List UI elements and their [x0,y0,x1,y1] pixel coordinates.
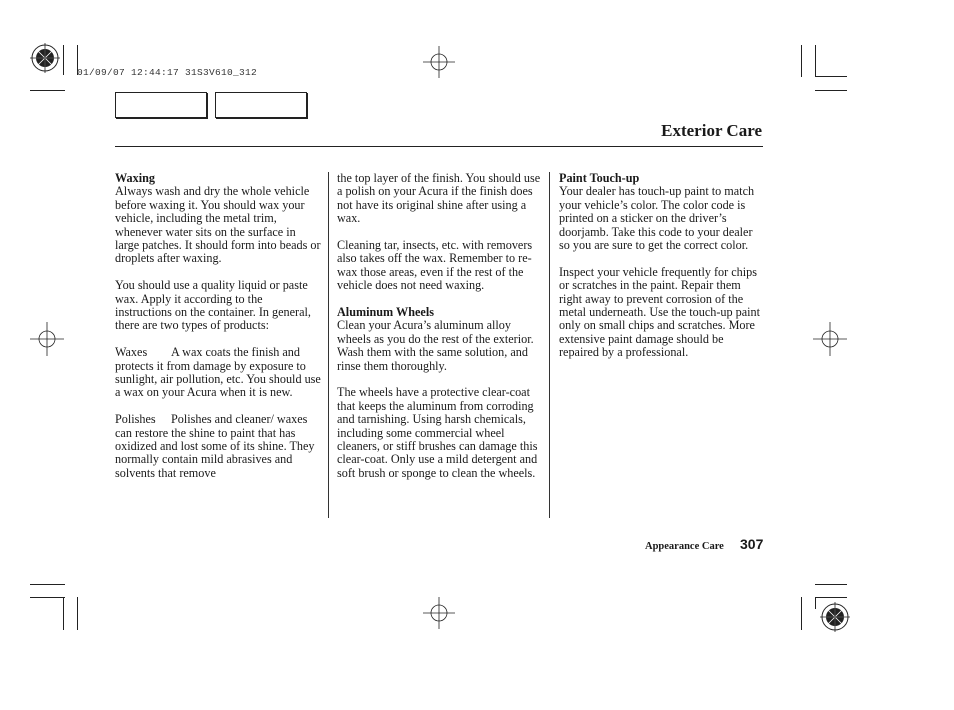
column-divider [328,172,329,518]
crop-mark [30,584,65,585]
polishes-text: Polishes and cleaner/ waxes can restore the shine to paint that has oxidized and lost some of its shine. They normally contain mild abrasives and solvents that remove [115,412,315,480]
waxes-text: A wax coats the finish and protects it from damage by exposure to sunlight, air pollution, etc. You should use a wax on your Acura when it is new. [115,345,321,400]
crop-mark [815,45,816,77]
crosshair-mark-left [30,322,64,356]
aluminum-wheels-paragraph: Clean your Acura’s aluminum alloy wheels as you do the rest of the exterior. Wash them with the same solution, and rinse them thoroughly. [337,318,534,373]
crop-mark [815,90,847,91]
column-1 [115,172,321,494]
page-number: 307 [740,536,764,552]
crosshair-mark-bottom [423,597,455,629]
print-stamp: 01/09/07 12:44:17 31S3V610_312 [77,67,258,78]
crop-mark [77,597,78,630]
touch-up-paragraph: Your dealer has touch-up paint to match your vehicle’s color. The color code is printed on a sticker on the driver’s doorjamb. Take this code to your dealer so you are sure to get the correct color. [559,184,755,253]
crosshair-mark-top [423,46,455,78]
inspect-vehicle-paragraph: Inspect your vehicle frequently for chips or scratches in the paint. Repair them right away to prevent corrosion of the metal underneath. Use the touch-up paint only on small chips and scratches. More extensive paint damage should be repaired by a professional. [559,264,761,360]
crop-mark [815,597,816,609]
crosshair-mark-right [813,322,847,356]
header-rule [115,146,763,147]
crop-mark [801,45,802,77]
polishes-paragraph [115,413,321,480]
column-2 [337,172,541,494]
quality-wax-paragraph: You should use a quality liquid or paste wax. Apply it according to the instructions on the container. In general, there are two types of products: [115,278,311,333]
header-tab-box [115,92,207,118]
footer-section-label: Appearance Care [645,541,724,552]
crop-mark [815,76,847,77]
clear-coat-paragraph: The wheels have a protective clear-coat that keeps the aluminum from corroding and tarnishing. Using harsh chemicals, including some commercial wheel cleaners, or stiff brushes can damage this clear-coat. Only use a mild detergent and soft brush or sponge to clean the wheels. [337,385,538,480]
registration-mark-top-left [30,43,60,73]
header-tab-box [215,92,307,118]
paint-touch-up-heading: Paint Touch-up [559,171,640,185]
crop-mark [63,45,64,75]
column-divider [549,172,550,518]
crop-mark [30,90,65,91]
waxing-intro-paragraph: Always wash and dry the whole vehicle before waxing it. You should wax your vehicle, including the metal trim, whenever water sits on the surface in large patches. It should form into beads or droplets after waxing. [115,184,321,266]
polishes-term: Polishes [115,412,156,427]
crop-mark [815,597,847,598]
aluminum-wheels-heading: Aluminum Wheels [337,305,434,320]
tar-removal-paragraph: Cleaning tar, insects, etc. with removers also takes off the wax. Remember to re-wax those areas, even if the rest of the vehicle does not need waxing. [337,238,533,293]
waxes-paragraph [115,346,321,400]
crop-mark [63,597,64,630]
crop-mark [801,597,802,630]
crop-mark [815,584,847,585]
waxing-heading: Waxing [115,171,155,185]
registration-mark-bottom-right [820,602,850,632]
column-3 [559,172,765,373]
waxes-term: Waxes [115,345,148,360]
crop-mark [30,597,65,598]
polish-continued-paragraph: the top layer of the finish. You should use a polish on your Acura if the finish does not have its original shine after using a wax. [337,171,541,226]
page-title: Exterior Care [661,121,762,140]
